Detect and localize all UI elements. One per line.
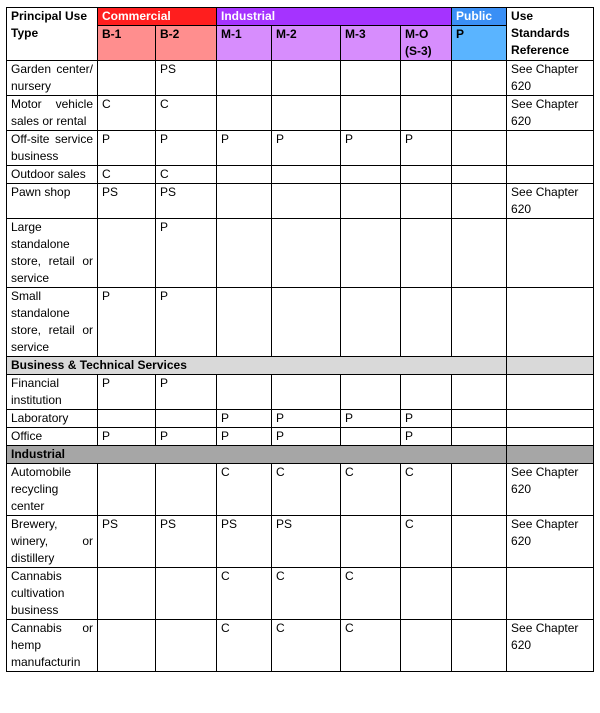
cell-b1 (98, 620, 156, 672)
cell-mo (401, 620, 452, 672)
industrial-group-header: Industrial (217, 8, 452, 26)
cell-m2 (272, 184, 341, 219)
cell-m1 (217, 96, 272, 131)
table-row (7, 516, 594, 568)
cell-mo: C (401, 516, 452, 568)
cell-m3 (341, 184, 401, 219)
cell-m1 (217, 288, 272, 357)
cell-p (452, 410, 507, 428)
cell-mo (401, 375, 452, 410)
cell-b2: P (156, 428, 217, 446)
cell-p (452, 568, 507, 620)
cell-m1: C (217, 464, 272, 516)
table-row (7, 288, 594, 357)
standards-ref (507, 568, 594, 620)
cell-p (452, 464, 507, 516)
standards-ref (507, 428, 594, 446)
table-row (7, 428, 594, 446)
cell-b1 (98, 61, 156, 96)
cell-mo (401, 166, 452, 184)
cell-b2 (156, 410, 217, 428)
use-name: Pawn shop (7, 184, 98, 219)
section-row-business (7, 357, 594, 375)
table-row (7, 96, 594, 131)
district-header-b1: B-1 (98, 26, 156, 61)
standards-ref: See Chapter 620 (507, 61, 594, 96)
cell-b2: C (156, 166, 217, 184)
cell-mo: P (401, 131, 452, 166)
table-row (7, 568, 594, 620)
use-name: Outdoor sales (7, 166, 98, 184)
cell-b2: PS (156, 184, 217, 219)
cell-b1: P (98, 428, 156, 446)
table-row (7, 464, 594, 516)
cell-b2: PS (156, 61, 217, 96)
cell-m3 (341, 166, 401, 184)
cell-m3: P (341, 410, 401, 428)
cell-m3 (341, 516, 401, 568)
section-ref-blank (507, 446, 594, 464)
cell-b2 (156, 464, 217, 516)
cell-m1: P (217, 131, 272, 166)
cell-m2 (272, 96, 341, 131)
cell-b2: PS (156, 516, 217, 568)
cell-p (452, 61, 507, 96)
cell-m3 (341, 375, 401, 410)
use-name: Brewery, winery, or distillery (7, 516, 98, 568)
cell-mo: P (401, 428, 452, 446)
cell-b1: P (98, 288, 156, 357)
section-title-business: Business & Technical Services (7, 357, 507, 375)
use-name: Office (7, 428, 98, 446)
use-name: Automobile recycling center (7, 464, 98, 516)
cell-m3 (341, 428, 401, 446)
cell-m2 (272, 166, 341, 184)
cell-b2: P (156, 219, 217, 288)
cell-b2: C (156, 96, 217, 131)
cell-b1 (98, 219, 156, 288)
cell-m2 (272, 61, 341, 96)
standards-ref (507, 375, 594, 410)
standards-ref: See Chapter 620 (507, 96, 594, 131)
table-row (7, 131, 594, 166)
use-name: Off-site service business (7, 131, 98, 166)
table-row (7, 375, 594, 410)
use-name: Small standalone store, retail or service (7, 288, 98, 357)
cell-m2: PS (272, 516, 341, 568)
use-standards-header: Use Standards Reference (507, 8, 594, 61)
cell-mo (401, 219, 452, 288)
cell-b1: C (98, 166, 156, 184)
cell-p (452, 516, 507, 568)
section-ref-blank (507, 357, 594, 375)
cell-m1 (217, 375, 272, 410)
cell-m1 (217, 166, 272, 184)
standards-ref (507, 131, 594, 166)
use-name: Laboratory (7, 410, 98, 428)
cell-m3 (341, 96, 401, 131)
table-row (7, 219, 594, 288)
cell-m2 (272, 219, 341, 288)
cell-m2 (272, 375, 341, 410)
cell-mo (401, 568, 452, 620)
district-header-p: P (452, 26, 507, 61)
cell-b2 (156, 568, 217, 620)
use-name: Motor vehicle sales or rental (7, 96, 98, 131)
cell-b2: P (156, 288, 217, 357)
cell-b1 (98, 410, 156, 428)
cell-m1 (217, 219, 272, 288)
cell-m1: C (217, 568, 272, 620)
cell-m1: P (217, 410, 272, 428)
use-name: Garden center/nursery (7, 61, 98, 96)
cell-p (452, 131, 507, 166)
commercial-group-header: Commercial (98, 8, 217, 26)
cell-p (452, 184, 507, 219)
cell-p (452, 288, 507, 357)
standards-ref: See Chapter 620 (507, 464, 594, 516)
standards-ref: See Chapter 620 (507, 620, 594, 672)
cell-b1: C (98, 96, 156, 131)
cell-b1: P (98, 375, 156, 410)
principal-use-header: Principal Use Type (7, 8, 98, 61)
cell-mo (401, 288, 452, 357)
standards-ref: See Chapter 620 (507, 516, 594, 568)
standards-ref (507, 288, 594, 357)
cell-b1 (98, 464, 156, 516)
district-header-mo: M-O (S-3) (401, 26, 452, 61)
use-name: Financial institution (7, 375, 98, 410)
cell-m2: P (272, 410, 341, 428)
cell-m1: PS (217, 516, 272, 568)
section-row-industrial (7, 446, 594, 464)
cell-mo (401, 96, 452, 131)
standards-ref (507, 410, 594, 428)
cell-b2: P (156, 375, 217, 410)
district-header-b2: B-2 (156, 26, 217, 61)
use-name: Large standalone store, retail or service (7, 219, 98, 288)
cell-m3: C (341, 568, 401, 620)
cell-m3: P (341, 131, 401, 166)
cell-mo: C (401, 464, 452, 516)
public-group-header: Public (452, 8, 507, 26)
cell-m3 (341, 219, 401, 288)
cell-m1: P (217, 428, 272, 446)
standards-ref (507, 219, 594, 288)
use-name: Cannabis or hemp manufacturin (7, 620, 98, 672)
cell-p (452, 96, 507, 131)
land-use-table (6, 7, 594, 672)
table-row (7, 184, 594, 219)
cell-m1 (217, 61, 272, 96)
group-header-row (7, 8, 594, 26)
cell-m2: P (272, 131, 341, 166)
standards-ref: See Chapter 620 (507, 184, 594, 219)
cell-p (452, 166, 507, 184)
table-row (7, 166, 594, 184)
cell-m3 (341, 61, 401, 96)
section-title-industrial: Industrial (7, 446, 507, 464)
cell-m2: P (272, 428, 341, 446)
cell-b2 (156, 620, 217, 672)
cell-m2: C (272, 464, 341, 516)
standards-ref (507, 166, 594, 184)
cell-m2: C (272, 568, 341, 620)
cell-b1: PS (98, 184, 156, 219)
cell-p (452, 620, 507, 672)
cell-p (452, 375, 507, 410)
cell-mo (401, 184, 452, 219)
cell-m3: C (341, 620, 401, 672)
cell-b1 (98, 568, 156, 620)
cell-m2 (272, 288, 341, 357)
use-name: Cannabis cultivation business (7, 568, 98, 620)
district-header-m1: M-1 (217, 26, 272, 61)
cell-p (452, 428, 507, 446)
cell-m3 (341, 288, 401, 357)
cell-b2: P (156, 131, 217, 166)
district-header-m2: M-2 (272, 26, 341, 61)
table-row (7, 620, 594, 672)
cell-m2: C (272, 620, 341, 672)
table-row (7, 410, 594, 428)
cell-p (452, 219, 507, 288)
cell-b1: PS (98, 516, 156, 568)
table-row (7, 61, 594, 96)
cell-mo (401, 61, 452, 96)
cell-mo: P (401, 410, 452, 428)
cell-m3: C (341, 464, 401, 516)
cell-m1: C (217, 620, 272, 672)
cell-b1: P (98, 131, 156, 166)
district-header-m3: M-3 (341, 26, 401, 61)
cell-m1 (217, 184, 272, 219)
